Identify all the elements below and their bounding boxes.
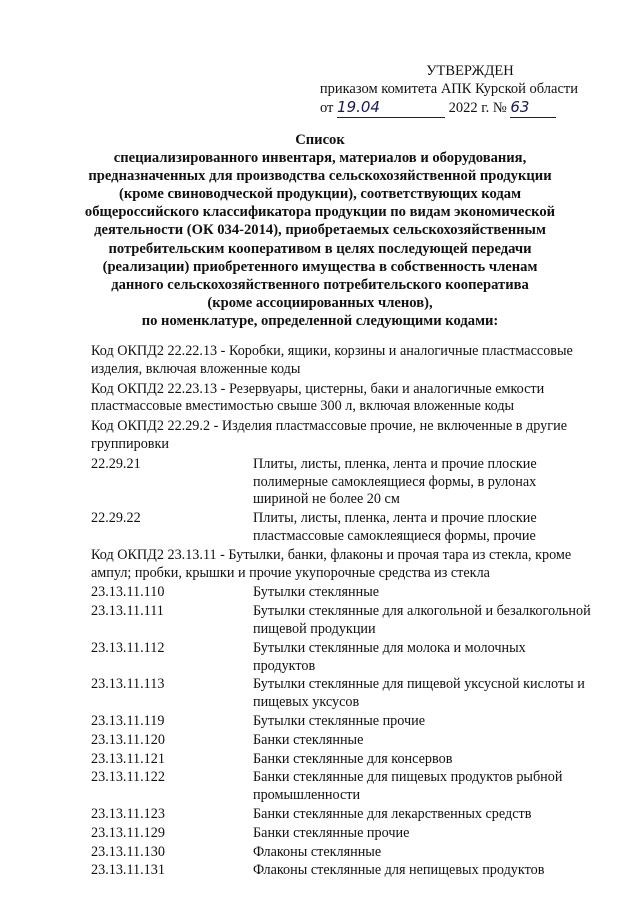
item-code: 23.13.11.110 — [91, 584, 165, 601]
item-code: 23.13.11.112 — [91, 639, 165, 656]
item-description: Банки стеклянные прочие — [253, 824, 410, 841]
item-description: Банки стеклянные — [253, 731, 364, 748]
approval-date-line — [300, 98, 600, 118]
item-description: Плиты, листы, пленка, лента и прочие плоские полимерные самоклеящиеся формы, в рулонах шириной не более 20 см — [253, 455, 537, 508]
item-code: 23.13.11.131 — [91, 862, 165, 879]
year-number-text: 2022 г. № — [448, 100, 507, 116]
section-code-23-13-11: Код ОКПД2 23.13.11 - Бутылки, банки, флаконы и прочая тара из стекла, кроме ампул; пробки, крышки и прочие укупорочные средства из стекла — [91, 546, 572, 581]
title-line: деятельности (ОК 034-2014), приобретаемых сельскохозяйственным — [94, 222, 546, 239]
title-line: (реализации) приобретенного имущества в собственность членам — [102, 258, 538, 275]
item-description: Бутылки стеклянные — [253, 584, 380, 601]
item-description: Банки стеклянные для пищевых продуктов рыбной промышленности — [253, 769, 563, 804]
approval-block — [300, 62, 600, 118]
item-description: Бутылки стеклянные для алкогольной и безалкогольной пищевой продукции — [253, 603, 591, 637]
item-description: Бутылки стеклянные прочие — [253, 712, 426, 729]
title-line: специализированного инвентаря, материалов и оборудования, — [113, 150, 527, 167]
document-title — [80, 131, 560, 330]
item-code: 23.13.11.122 — [91, 769, 165, 786]
list-item — [91, 676, 591, 712]
title-line: данного сельскохозяйственного потребительского кооператива — [111, 276, 529, 293]
list-item — [91, 844, 591, 862]
title-line: потребительским кооперативом в целях последующей передачи — [108, 240, 532, 257]
item-code: 23.13.11.129 — [91, 824, 165, 841]
section-code-22-22-13: Код ОКПД2 22.22.13 - Коробки, ящики, корзины и аналогичные пластмассовые изделия, включая вложенные коды — [91, 343, 573, 377]
date-blank — [337, 98, 445, 118]
list-item — [91, 510, 591, 546]
title-line: (кроме свиноводческой продукции), соответствующих кодам — [118, 186, 522, 203]
list-item — [91, 769, 591, 805]
item-code: 23.13.11.123 — [91, 805, 165, 822]
item-description: Банки стеклянные для лекарственных средств — [253, 805, 532, 822]
item-code: 23.13.11.130 — [91, 843, 165, 860]
item-description: Плиты, листы, пленка, лента и прочие плоские пластмассовые самоклеящиеся формы, прочие — [253, 510, 537, 544]
list-item — [91, 640, 591, 676]
list-item — [91, 862, 591, 880]
item-description: Бутылки стеклянные для молока и молочных продуктов — [253, 639, 526, 674]
number-blank — [510, 98, 556, 118]
item-description: Флаконы стеклянные для непищевых продуктов — [253, 862, 545, 879]
list-item — [91, 456, 591, 509]
section-code-22-23-13: Код ОКПД2 22.23.13 - Резервуары, цистерны, баки и аналогичные емкости пластмассовые вместимостью свыше 300 л, включая вложенные коды — [91, 380, 545, 415]
item-description: Банки стеклянные для консервов — [253, 750, 453, 767]
list-item — [91, 806, 591, 824]
list-item — [91, 825, 591, 843]
handwritten-number: 63 — [510, 98, 530, 116]
item-code: 23.13.11.119 — [91, 712, 165, 729]
item-code: 23.13.11.111 — [91, 603, 164, 620]
handwritten-date: 19.04 — [337, 98, 380, 116]
title-line: предназначенных для производства сельскохозяйственной продукции — [88, 168, 552, 185]
item-description: Бутылки стеклянные для пищевой уксусной кислоты и пищевых уксусов — [253, 676, 585, 711]
title-line: по номенклатуре, определенной следующими кодами: — [141, 312, 499, 329]
title-line: общероссийского классификатора продукции по видам экономической — [84, 204, 556, 221]
title-line: Список — [295, 132, 345, 148]
list-item — [91, 751, 591, 769]
list-item — [91, 713, 591, 731]
item-code: 23.13.11.121 — [91, 750, 165, 767]
list-item — [91, 584, 591, 602]
list-item — [91, 603, 591, 639]
date-prefix: от — [320, 100, 334, 116]
item-code: 22.29.22 — [91, 510, 141, 527]
approval-heading: УТВЕРЖДЕН — [426, 63, 514, 79]
item-code: 22.29.21 — [91, 455, 141, 472]
item-code: 23.13.11.113 — [91, 676, 165, 693]
code-list — [91, 343, 591, 881]
list-item — [91, 732, 591, 750]
item-code: 23.13.11.120 — [91, 731, 165, 748]
section-code-22-29-2: Код ОКПД2 22.29.2 - Изделия пластмассовые прочие, не включенные в другие группировки — [91, 418, 567, 452]
item-description: Флаконы стеклянные — [253, 843, 382, 860]
title-line: (кроме ассоциированных членов), — [207, 294, 433, 311]
approval-order-line: приказом комитета АПК Курской области — [319, 81, 578, 97]
